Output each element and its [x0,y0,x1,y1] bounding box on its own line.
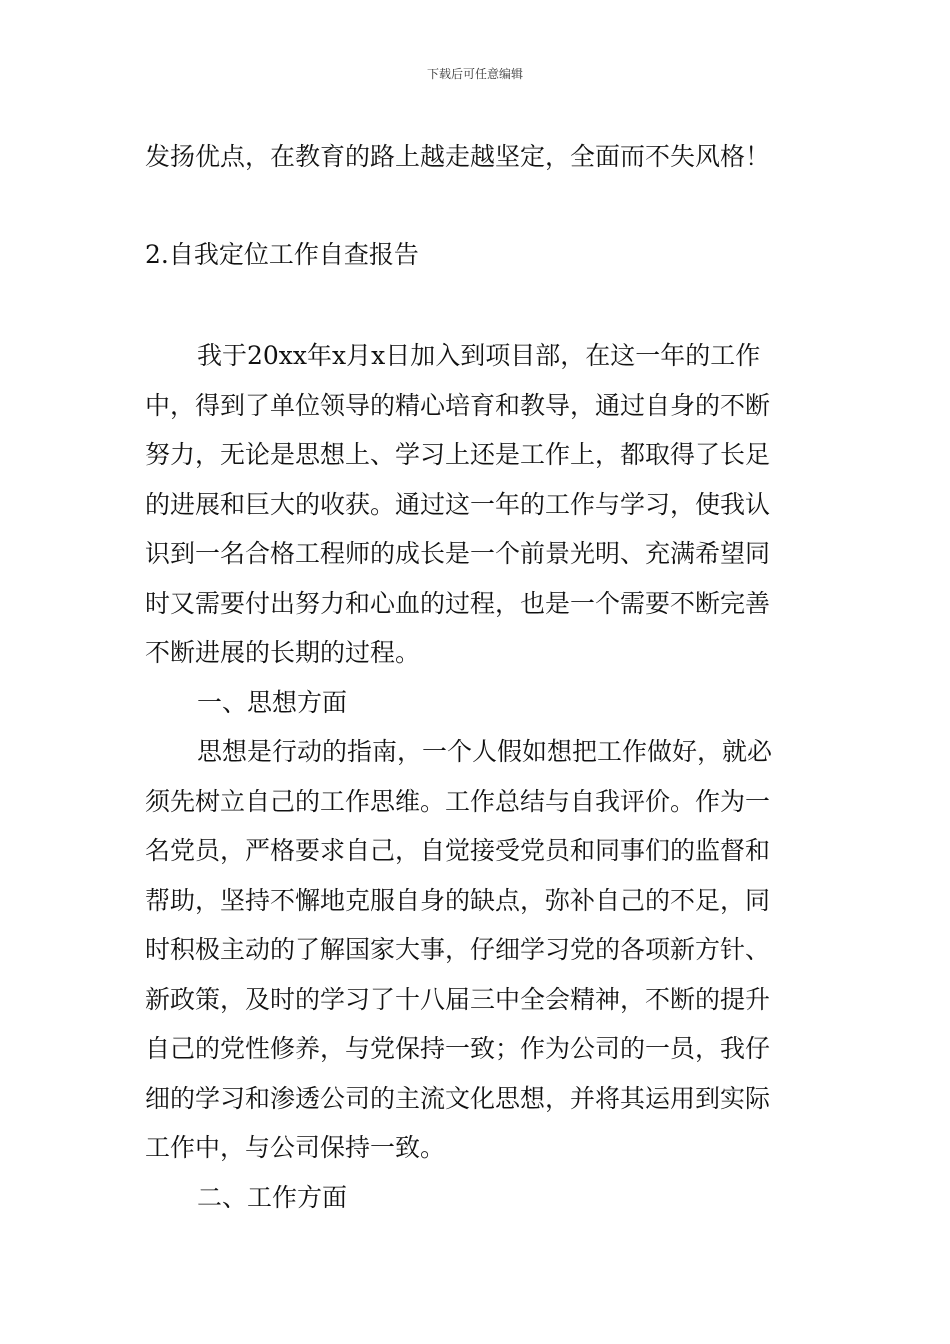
paragraph-line: 自己的党性修养，与党保持一致；作为公司的一员，我仔 [145,1034,771,1063]
paragraph-line: 工作中，与公司保持一致。 [145,1133,446,1162]
paragraph-line: 时又需要付出努力和心血的过程，也是一个需要不断完善 [145,588,771,618]
paragraph-line: 时积极主动的了解国家大事，仔细学习党的各项新方针、 [145,935,771,964]
paragraph-line: 不断进展的长期的过程。 [145,638,421,667]
spacer [145,279,810,331]
intro-line: 发扬优点，在教育的路上越走越坚定，全面而不失风格！ [145,142,771,171]
paragraph-thought [145,727,810,1173]
document-body [145,132,810,1222]
paragraph-line: 新政策，及时的学习了十八届三中全会精神，不断的提升 [145,984,771,1014]
paragraph-line: 名党员，严格要求自己，自觉接受党员和同事们的监督和 [145,836,771,865]
paragraph-intro [145,331,810,678]
section-title: 2.自我定位工作自查报告 [145,239,419,269]
paragraph-line: 须先树立自己的工作思维。工作总结与自我评价。作为一 [145,786,771,816]
paragraph-line: 努力，无论是思想上、学习上还是工作上，都取得了长足 [145,440,771,469]
paragraph-line: 帮助，坚持不懈地克服自身的缺点，弥补自己的不足，同 [145,885,771,915]
paragraph-line: 思想是行动的指南，一个人假如想把工作做好，就必 [197,737,773,766]
paragraph-line: 识到一名合格工程师的成长是一个前景光明、充满希望同 [145,539,771,568]
heading-thought: 一、思想方面 [197,687,348,717]
spacer [145,182,810,230]
page-header: 下载后可任意编辑 [426,67,523,81]
paragraph-line: 中，得到了单位领导的精心培育和教导，通过自身的不断 [145,390,771,420]
paragraph-line: 细的学习和渗透公司的主流文化思想，并将其运用到实际 [145,1083,771,1113]
paragraph-line: 我于20xx年x月x日加入到项目部，在这一年的工作 [197,341,761,370]
paragraph-line: 的进展和巨大的收获。通过这一年的工作与学习，使我认 [145,489,771,519]
heading-work: 二、工作方面 [197,1182,348,1212]
